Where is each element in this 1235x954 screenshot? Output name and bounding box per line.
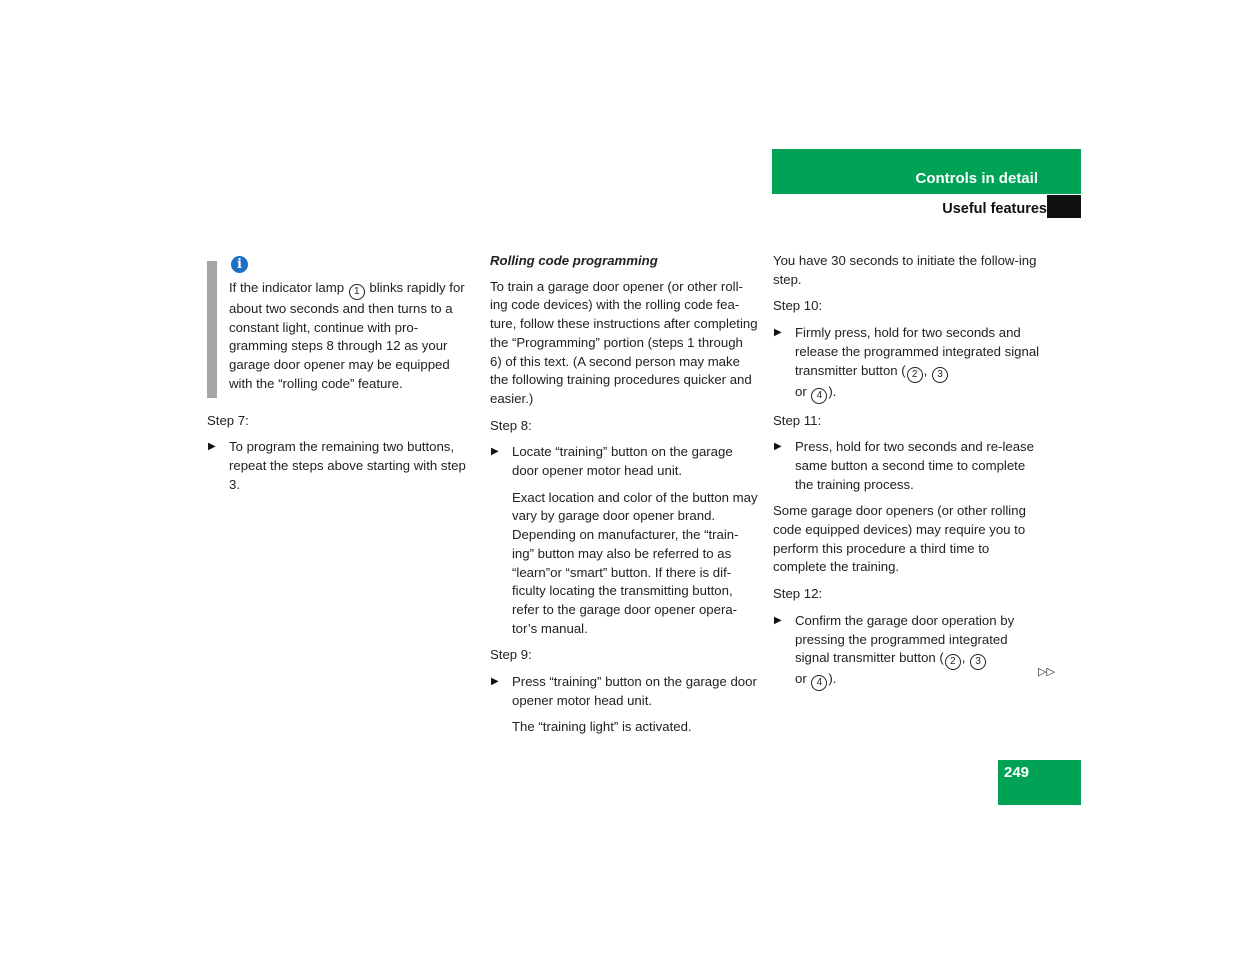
marker-3: 3 bbox=[970, 654, 986, 670]
subsection-title: Useful features bbox=[942, 201, 1047, 217]
bullet-icon: ▶ bbox=[774, 441, 782, 453]
info-text: If the indicator lamp 1 blinks rapidly for about two seconds and then turns to a constant light, continue with pro-gramming steps 8 through 12 as your garage door opener may be equipped with the “rolling code” feature. bbox=[229, 280, 465, 391]
step9-bullet: ▶ Press “training” button on the garage door opener motor head unit. bbox=[491, 674, 757, 708]
step7-label: Step 7: bbox=[207, 412, 249, 428]
step9-note: The “training light” is activated. bbox=[512, 719, 692, 735]
time-intro: You have 30 seconds to initiate the follow-ing step. bbox=[773, 253, 1037, 287]
step8-bullet: ▶ Locate “training” button on the garage door opener motor head unit. bbox=[491, 444, 733, 479]
marker-4: 4 bbox=[811, 675, 827, 691]
bullet-icon: ▶ bbox=[491, 676, 499, 688]
bullet-icon: ▶ bbox=[491, 446, 499, 458]
page-number-box bbox=[998, 760, 1081, 805]
marker-1: 1 bbox=[349, 284, 365, 300]
step10-label: Step 10: bbox=[773, 298, 823, 314]
info-icon: i bbox=[231, 256, 248, 273]
bullet-icon: ▶ bbox=[208, 441, 216, 453]
step7-bullet: ▶ To program the remaining two buttons, repeat the steps above starting with step 3. bbox=[208, 439, 466, 492]
section-header bbox=[772, 149, 1081, 194]
page-number: 249 bbox=[1004, 764, 1030, 781]
step11-label: Step 11: bbox=[773, 412, 822, 428]
step12-bullet: ▶ Confirm the garage door operation by pressing the programmed integrated signal transmitter button ( 2 , 3 or 4 ). bbox=[773, 612, 1043, 691]
step12-label: Step 12: bbox=[773, 586, 823, 602]
marker-3: 3 bbox=[932, 367, 948, 383]
step8-note: Exact location and color of the button may vary by garage door opener brand. Depending on manufacturer, the “train-ing” button may also be referred to as “learn”or “smart” button. If there is dif-ficulty locating the transmitting button, refer to the garage door opener opera-tor’s manual. bbox=[512, 489, 758, 636]
marker-2: 2 bbox=[945, 654, 961, 670]
column-3 bbox=[773, 252, 1043, 699]
step11-bullet: ▶ Press, hold for two seconds and re-lease same button a second time to complete the training process. bbox=[774, 439, 1034, 492]
rolling-code-heading: Rolling code programming bbox=[490, 253, 658, 268]
marker-2: 2 bbox=[907, 367, 923, 383]
header-marker-block bbox=[1047, 195, 1081, 218]
info-note bbox=[207, 256, 472, 394]
step9-label: Step 9: bbox=[490, 647, 532, 663]
info-bar bbox=[207, 261, 217, 398]
column-1 bbox=[207, 252, 472, 502]
column-2 bbox=[490, 252, 758, 745]
rolling-code-intro: To train a garage door opener (or other roll-ing code devices) with the rolling code fea-ture, follow these instructions after completing the “Programming” portion (steps 1 through 6) of this text. (A second person may make the following training procedures quicker and easier.) bbox=[490, 278, 758, 406]
step10-bullet: ▶ Firmly press, hold for two seconds and release the programmed integrated signal transmitter button ( 2 , 3 or 4 ). bbox=[773, 324, 1043, 403]
step8-label: Step 8: bbox=[490, 417, 532, 433]
bullet-icon: ▶ bbox=[774, 327, 782, 339]
continued-arrows-icon: ▷▷ bbox=[1038, 666, 1055, 678]
step11-note: Some garage door openers (or other rolling code equipped devices) may require you to perform this procedure a third time to complete the training. bbox=[773, 503, 1026, 575]
marker-4: 4 bbox=[811, 388, 827, 404]
section-title: Controls in detail bbox=[915, 170, 1038, 187]
bullet-icon: ▶ bbox=[774, 614, 782, 626]
